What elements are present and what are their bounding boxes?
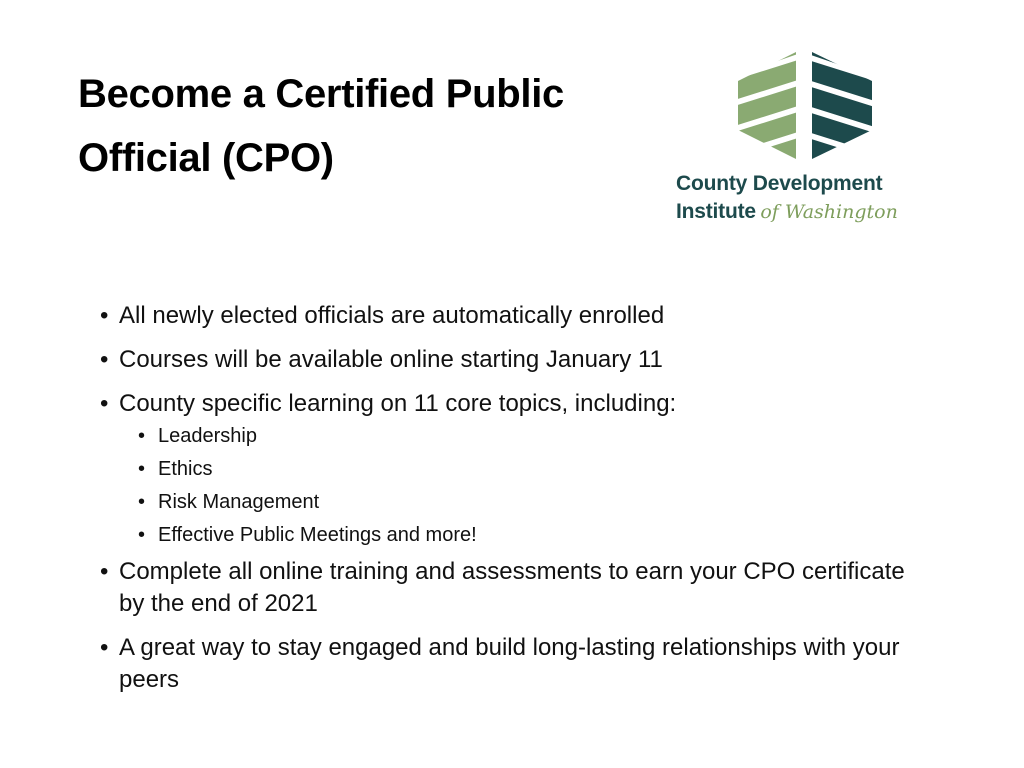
logo-name-line1: County Development (676, 172, 883, 195)
bullet-item (100, 300, 920, 332)
bullet-item (100, 344, 920, 376)
bullet-text: County specific learning on 11 core topics, including: (119, 390, 677, 417)
sub-bullet-item: • Leadership (138, 424, 920, 449)
sub-bullet-item: • Risk Management (138, 490, 920, 515)
bullet-text: A great way to stay engaged and build long-lasting relationships with your peers (119, 634, 900, 693)
logo-of-washington-text: of Washington (760, 201, 898, 223)
sub-bullet-list (119, 424, 920, 548)
bullet-text: All newly elected officials are automatically enrolled (119, 302, 665, 329)
sub-bullet-item: • Ethics (138, 457, 920, 482)
bullet-item (100, 388, 920, 548)
bullet-list (100, 300, 920, 708)
bullet-item (100, 632, 920, 696)
cdi-logo (670, 52, 950, 242)
logo-institute-text: Institute (676, 200, 756, 223)
logo-name-line2 (676, 200, 898, 224)
leaf-stripes-logo-icon (738, 52, 874, 164)
slide-title: Become a Certified Public Official (CPO) (78, 72, 564, 180)
bullet-text: Complete all online training and assessments to earn your CPO certificate by the end of 2021 (119, 558, 905, 617)
bullet-text: Courses will be available online starting January 11 (119, 346, 663, 373)
sub-bullet-item: • Effective Public Meetings and more! (138, 523, 920, 548)
bullet-item (100, 556, 920, 620)
